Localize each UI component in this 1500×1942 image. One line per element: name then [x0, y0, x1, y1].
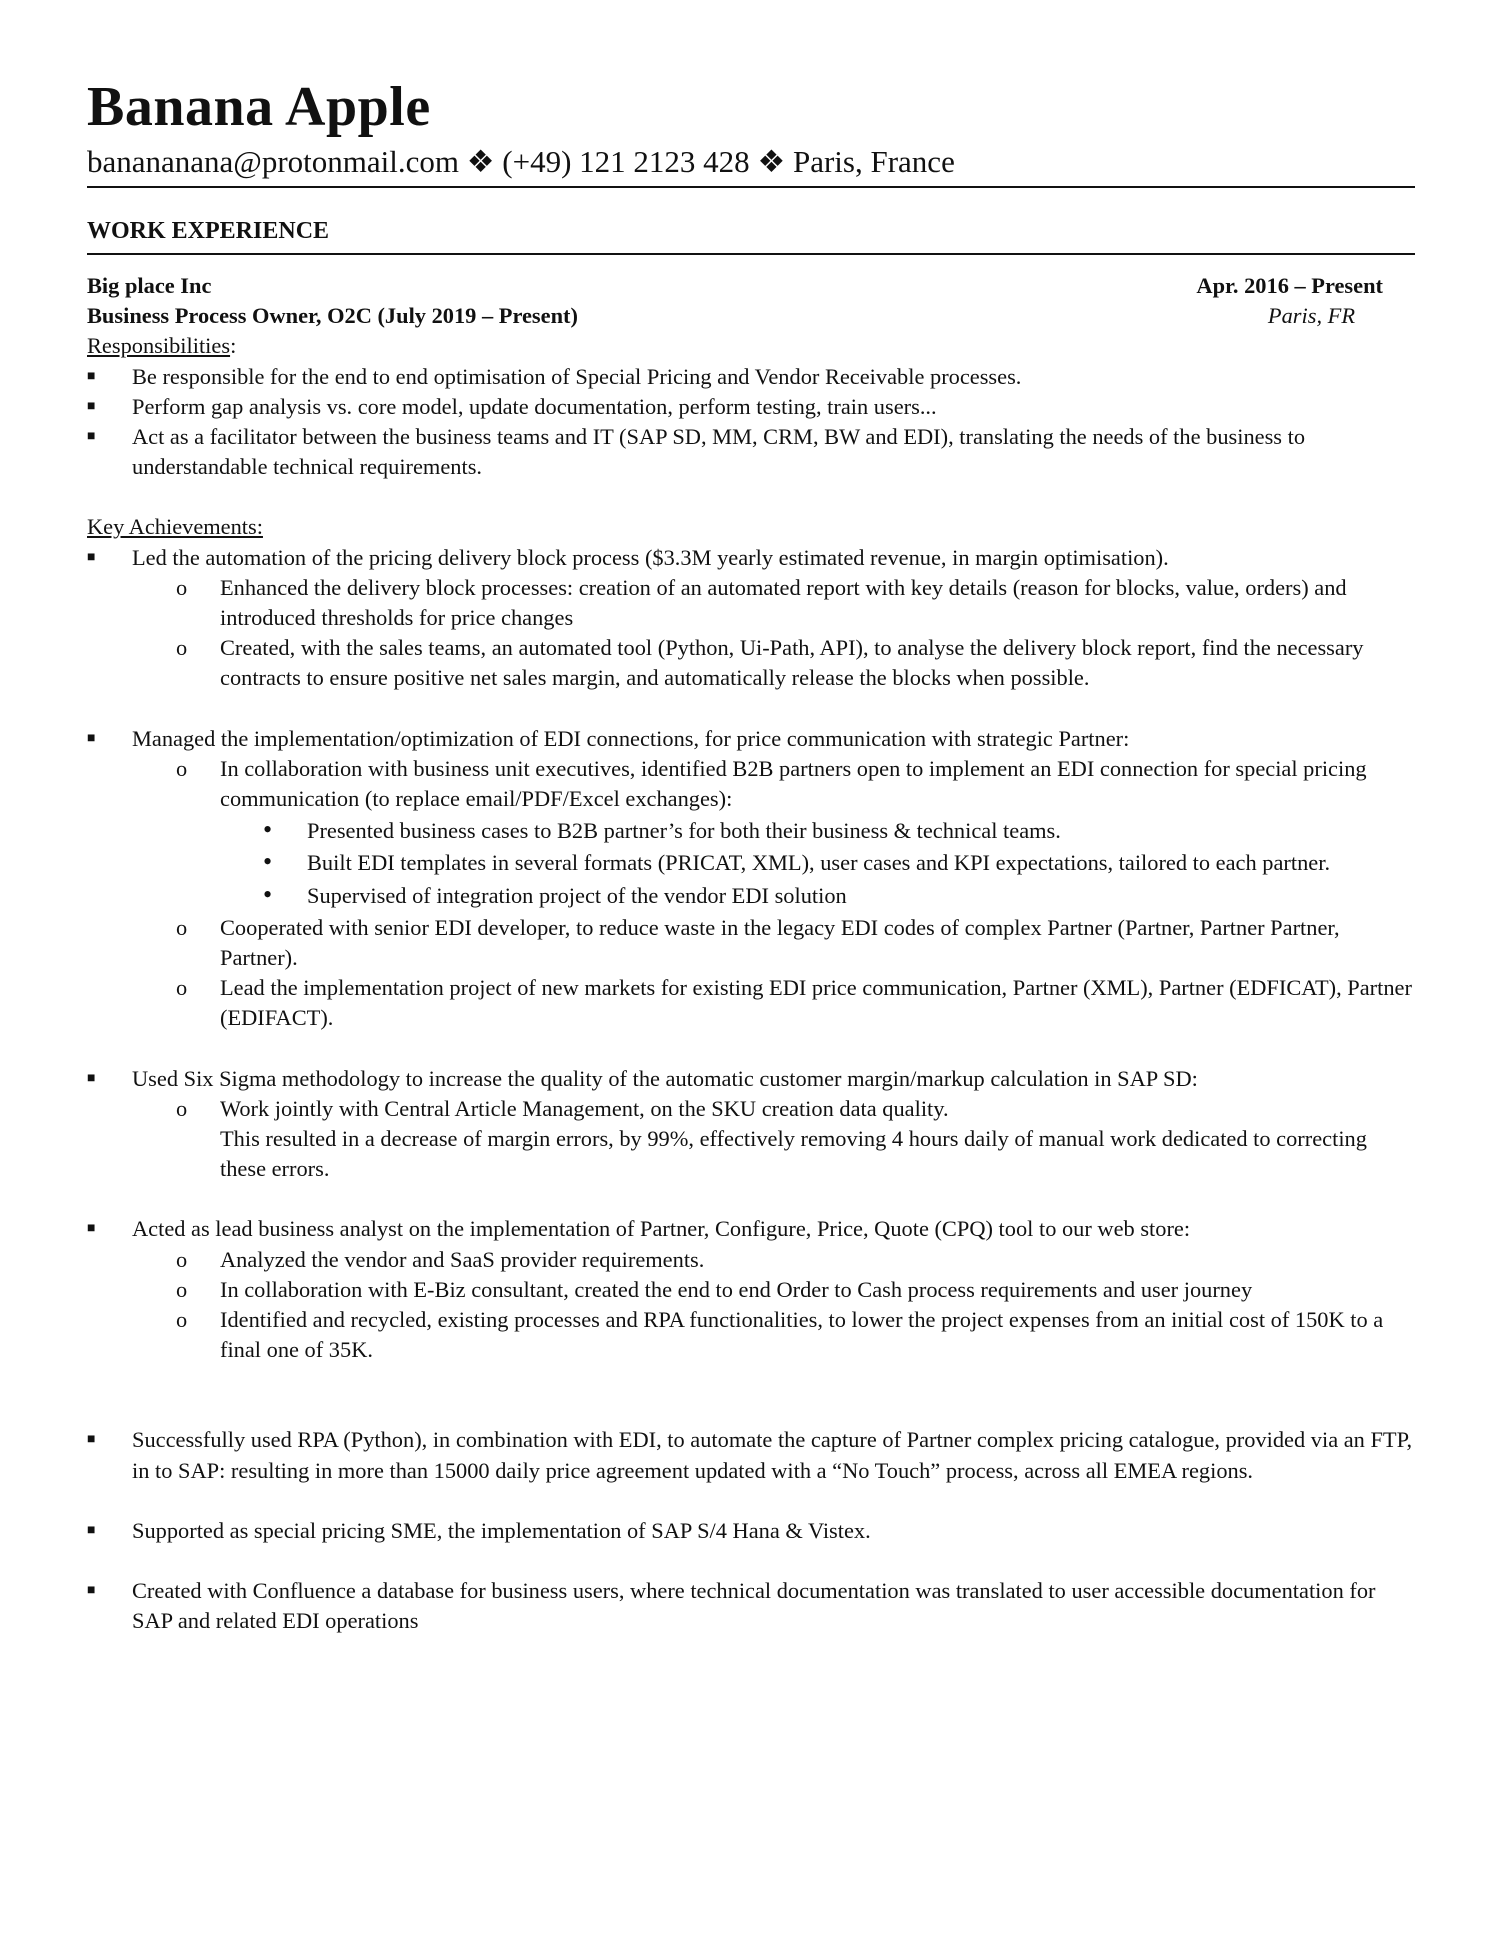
key-achievements-heading: Key Achievements:: [87, 514, 263, 540]
list-item: ■ Supported as special pricing SME, the implementation of SAP S/4 Hana & Vistex.: [87, 1516, 1415, 1546]
email: banananana@protonmail.com: [87, 144, 459, 179]
circle-bullet-icon: o: [176, 1095, 188, 1121]
section-title-work-experience: WORK EXPERIENCE: [87, 218, 330, 244]
list-item: ■ Successfully used RPA (Python), in combination with EDI, to automate the capture of Partner complex pricing catalogue, provided via an FTP, in to SAP: resulting in more than 15000 daily price agreement updated with a “No Touch” process, across all EMEA regions.: [87, 1427, 1413, 1483]
sub-list-item: o In collaboration with E-Biz consultant, created the end to end Order to Cash process requirements and user journey: [87, 1275, 1415, 1305]
sub-list-item: o Analyzed the vendor and SaaS provider requirements.: [87, 1245, 1415, 1275]
list-item: ■ Acted as lead business analyst on the implementation of Partner, Configure, Price, Quote (CPQ) tool to our web store:: [87, 1214, 1415, 1244]
square-bullet-icon: ■: [87, 1522, 96, 1538]
sub-list-continuation: This resulted in a decrease of margin errors, by 99%, effectively removing 4 hours daily of manual work dedicated to correcting these errors.: [220, 1126, 1367, 1182]
dot-bullet-icon: •: [263, 815, 273, 845]
square-bullet-icon: ■: [87, 1221, 96, 1237]
header-divider: [87, 186, 1415, 188]
list-item: ■ Perform gap analysis vs. core model, update documentation, perform testing, train users...: [87, 392, 1415, 422]
job-title: Business Process Owner, O2C (July 2019 – Present): [87, 303, 578, 329]
sub-list-item: o In collaboration with business unit executives, identified B2B partners open to implement an EDI connection for special pricing communication (to replace email/PDF/Excel exchanges):: [176, 755, 1367, 812]
circle-bullet-icon: o: [176, 755, 188, 781]
sub-list-item: o Lead the implementation project of new markets for existing EDI price communication, Partner (XML), Partner (EDFICAT), Partner (EDIFACT).: [176, 975, 1412, 1031]
sub-sub-list-item: • Presented business cases to B2B partner’s for both their business & technical teams.: [263, 815, 1061, 845]
square-bullet-icon: ■: [87, 730, 96, 746]
job-location: Paris, FR: [1267, 303, 1355, 329]
square-bullet-icon: ■: [87, 1432, 96, 1448]
square-bullet-icon: ■: [87, 428, 96, 444]
job-title-row: [87, 301, 1415, 331]
sub-list-item: o Enhanced the delivery block processes: creation of an automated report with key details (reason for blocks, value, orders) and introduced thresholds for price changes: [176, 574, 1347, 630]
list-item: ■ Managed the implementation/optimization of EDI connections, for price communication with strategic Partner:: [87, 724, 1415, 754]
square-bullet-icon: ■: [87, 549, 96, 565]
list-item: ■ Act as a facilitator between the business teams and IT (SAP SD, MM, CRM, BW and EDI), translating the needs of the business to understandable technical requirements.: [87, 423, 1306, 480]
responsibilities-heading: Responsibilities:: [87, 333, 237, 359]
job-dates: Apr. 2016 – Present: [1196, 273, 1383, 298]
location: Paris, France: [792, 144, 955, 179]
list-item: ■ Used Six Sigma methodology to increase the quality of the automatic customer margin/markup calculation in SAP SD:: [87, 1064, 1415, 1094]
square-bullet-icon: ■: [87, 1583, 96, 1599]
square-bullet-icon: ■: [87, 368, 96, 384]
contact-line: [87, 144, 955, 180]
separator-icon: ❖: [466, 144, 495, 179]
dot-bullet-icon: •: [263, 847, 273, 877]
list-item: ■ Created with Confluence a database for business users, where technical documentation was translated to user accessible documentation for SAP and related EDI operations: [87, 1578, 1376, 1634]
dot-bullet-icon: •: [263, 879, 273, 909]
section-divider: [87, 253, 1415, 255]
sub-sub-list-item: • Supervised of integration project of the vendor EDI solution: [263, 879, 847, 909]
work-experience-content: [87, 271, 1415, 1636]
circle-bullet-icon: o: [176, 1307, 188, 1333]
sub-list-item: o Identified and recycled, existing processes and RPA functionalities, to lower the project expenses from an initial cost of 150K to a final one of 35K.: [176, 1307, 1384, 1363]
company-name: Big place Inc: [87, 273, 212, 298]
candidate-name: Banana Apple: [87, 76, 431, 138]
list-item: ■ Led the automation of the pricing delivery block process ($3.3M yearly estimated revenue, in margin optimisation).: [87, 543, 1415, 573]
job-header-row: [87, 271, 1415, 301]
sub-list-item: o Created, with the sales teams, an automated tool (Python, Ui-Path, API), to analyse the delivery block report, find the necessary contracts to ensure positive net sales margin, and automatically release the blocks when possible.: [176, 635, 1364, 691]
square-bullet-icon: ■: [87, 1070, 96, 1086]
sub-list-item: o Cooperated with senior EDI developer, to reduce waste in the legacy EDI codes of complex Partner (Partner, Partner Partner, Partner).: [176, 914, 1340, 971]
circle-bullet-icon: o: [176, 1246, 188, 1272]
circle-bullet-icon: o: [176, 635, 188, 661]
sub-sub-list-item: • Built EDI templates in several formats (PRICAT, XML), user cases and KPI expectations, tailored to each partner.: [263, 847, 1331, 877]
circle-bullet-icon: o: [176, 975, 188, 1001]
circle-bullet-icon: o: [176, 914, 188, 940]
square-bullet-icon: ■: [87, 398, 96, 414]
sub-list-item: o Work jointly with Central Article Management, on the SKU creation data quality.: [87, 1094, 1415, 1124]
separator-icon: ❖: [757, 144, 786, 179]
circle-bullet-icon: o: [176, 574, 188, 600]
list-item: ■ Be responsible for the end to end optimisation of Special Pricing and Vendor Receivable processes.: [87, 362, 1415, 392]
phone: (+49) 121 2123 428: [502, 144, 750, 179]
circle-bullet-icon: o: [176, 1276, 188, 1302]
